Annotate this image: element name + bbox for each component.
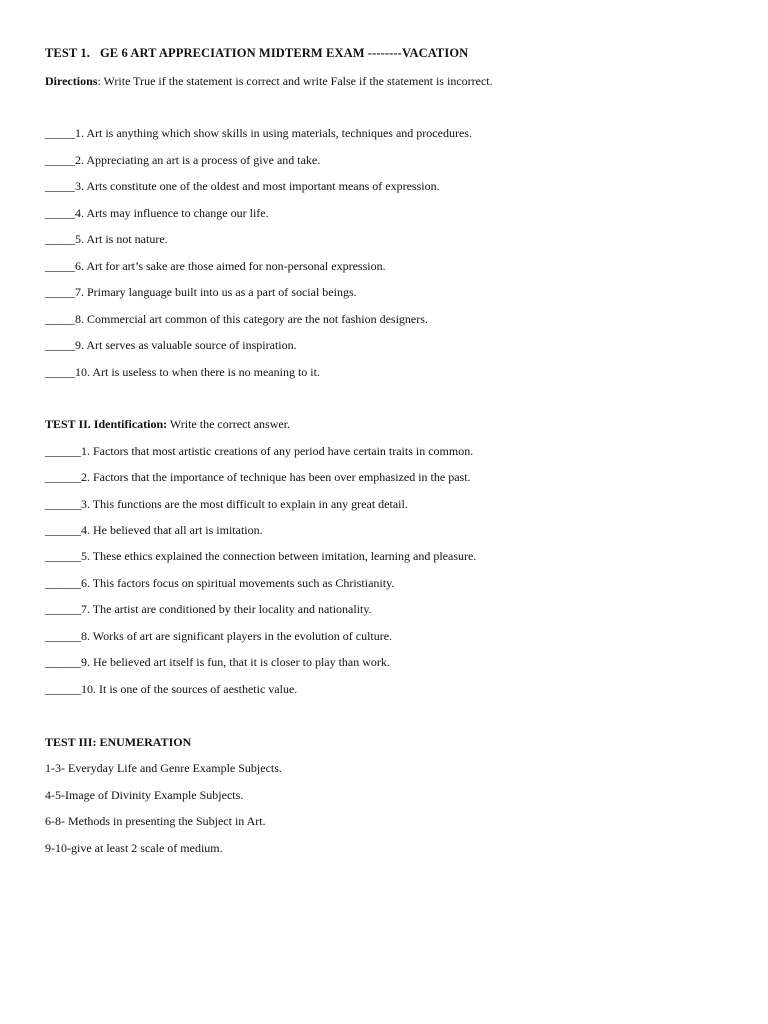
test2-item: ______10. It is one of the sources of aesthetic value. — [45, 682, 298, 696]
exam-title — [45, 46, 468, 60]
test1-item: _____9. Art serves as valuable source of inspiration. — [45, 338, 297, 352]
test1-item: _____3. Arts constitute one of the oldest and most important means of expression. — [45, 179, 440, 193]
directions-label: Directions — [45, 74, 98, 88]
test2-item: ______8. Works of art are significant players in the evolution of culture. — [45, 629, 393, 643]
test2-heading — [45, 417, 290, 431]
test1-item: _____1. Art is anything which show skills in using materials, techniques and procedures. — [45, 126, 472, 140]
test3-item: 4-5-Image of Divinity Example Subjects. — [45, 788, 244, 802]
test2-item: ______9. He believed art itself is fun, that it is closer to play than work. — [45, 655, 390, 669]
test2-heading-label: TEST II. Identification: — [45, 417, 168, 431]
test2-item: ______6. This factors focus on spiritual movements such as Christianity. — [45, 576, 395, 590]
test2-item: ______1. Factors that most artistic creations of any period have certain traits in common. — [45, 444, 474, 458]
test1-item: _____6. Art for art’s sake are those aimed for non-personal expression. — [45, 259, 386, 273]
test1-item: _____10. Art is useless to when there is no meaning to it. — [45, 365, 320, 379]
test1-item: _____2. Appreciating an art is a process of give and take. — [45, 153, 321, 167]
test3-item: 1-3- Everyday Life and Genre Example Subjects. — [45, 761, 282, 775]
test2-item: ______5. These ethics explained the connection between imitation, learning and pleasure. — [45, 549, 477, 563]
test2-item: ______7. The artist are conditioned by their locality and nationality. — [45, 602, 372, 616]
exam-title-text: GE 6 ART APPRECIATION MIDTERM EXAM --------VACATION — [99, 46, 469, 60]
test3-item: 6-8- Methods in presenting the Subject in Art. — [45, 814, 266, 828]
test2-item: ______4. He believed that all art is imitation. — [45, 523, 263, 537]
test3-heading: TEST III: ENUMERATION — [45, 735, 192, 749]
directions-text: : Write True if the statement is correct and write False if the statement is incorrect. — [97, 74, 493, 88]
test1-label: TEST 1. — [45, 46, 90, 60]
test1-directions — [45, 74, 493, 88]
test2-instruction: Write the correct answer. — [167, 417, 291, 431]
test2-item: ______2. Factors that the importance of technique has been over emphasized in the past. — [45, 470, 471, 484]
test3-item: 9-10-give at least 2 scale of medium. — [45, 841, 223, 855]
test2-item: ______3. This functions are the most difficult to explain in any great detail. — [45, 497, 408, 511]
test1-item: _____8. Commercial art common of this category are the not fashion designers. — [45, 312, 428, 326]
test1-item: _____7. Primary language built into us as a part of social beings. — [45, 285, 357, 299]
test1-item: _____5. Art is not nature. — [45, 232, 168, 246]
test1-item: _____4. Arts may influence to change our life. — [45, 206, 269, 220]
